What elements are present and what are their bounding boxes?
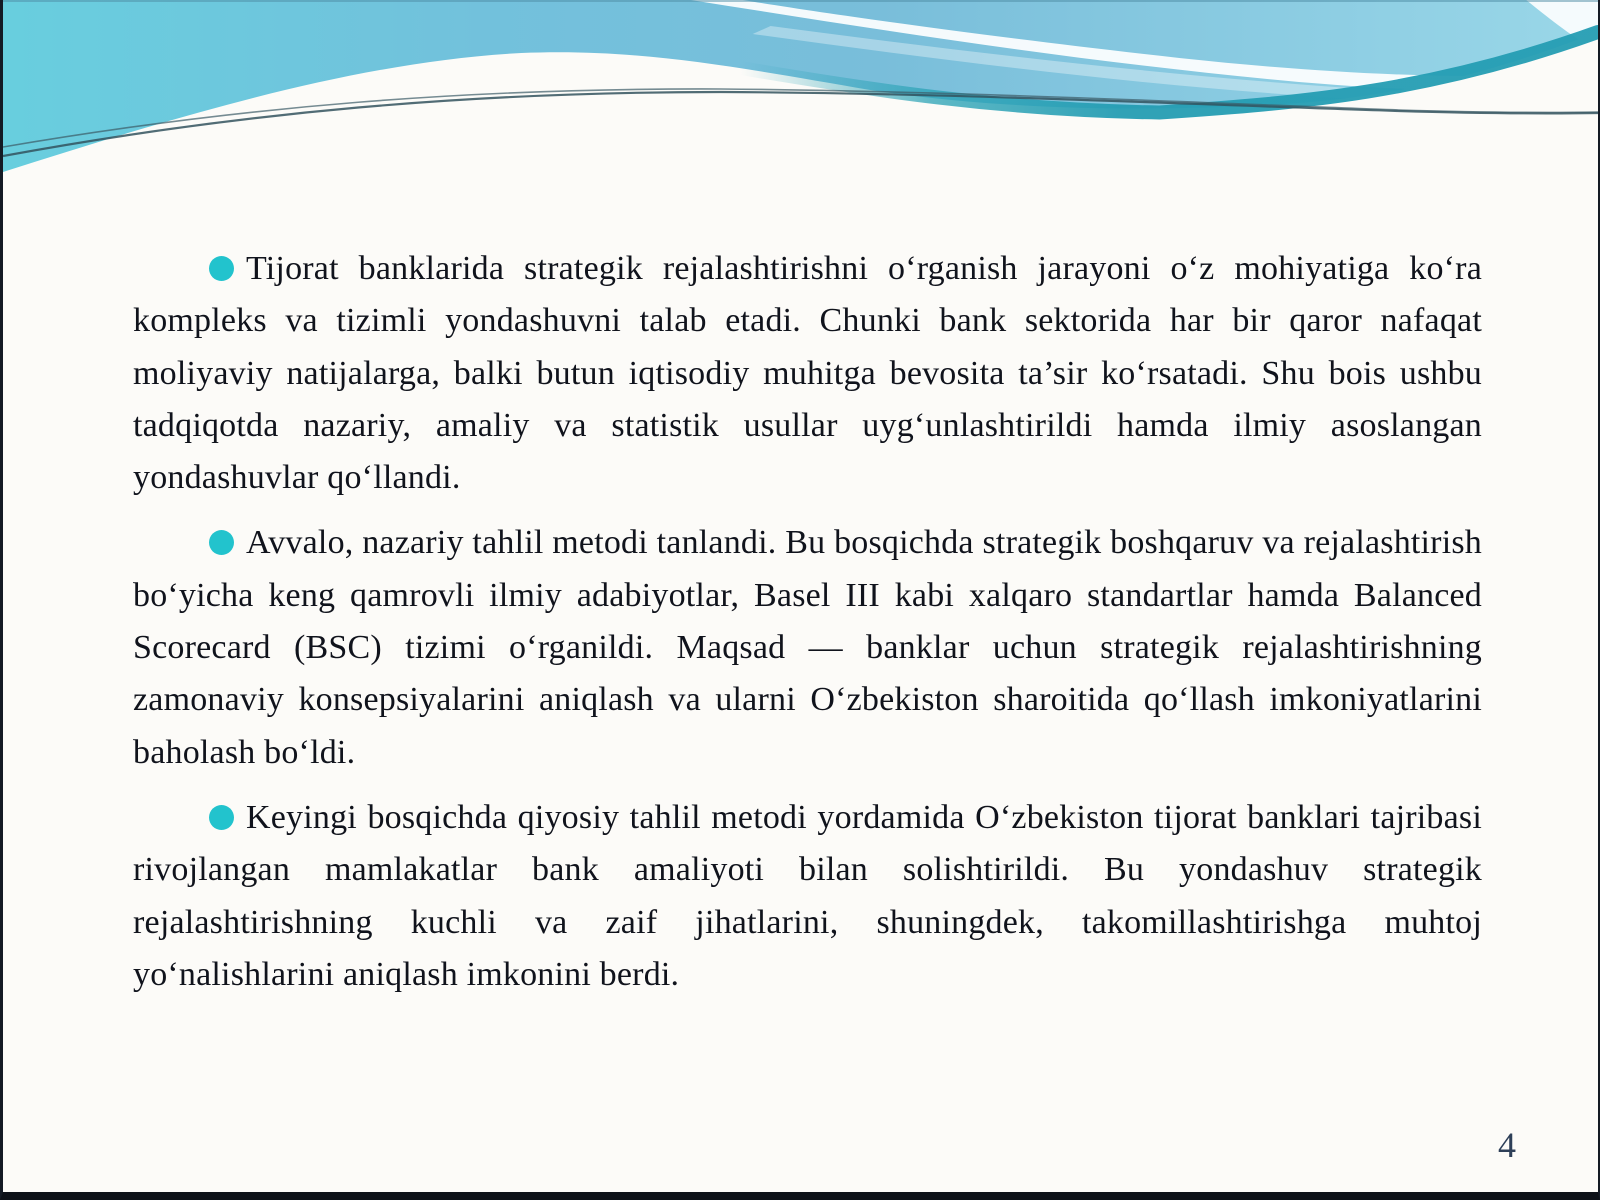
wave-top-edge-line [3, 0, 1598, 2]
page-number: 4 [1498, 1125, 1516, 1165]
body-paragraph [133, 792, 1482, 1001]
paragraph-text: Avvalo, nazariy tahlil metodi tanlandi. Bu bosqichda strategik boshqaruv va rejalashtirish bo‘yicha keng qamrovli ilmiy adabiyotlar, Basel III kabi xalqaro standartlar hamda Balanced Scorecard (BSC) tizimi o‘rganildi. Maqsad — banklar uchun strategik rejalashtirishning zamonaviy konsepsiyalarini aniqlash va ularni O‘zbekiston sharoitida qo‘llash imkoniyatlarini baholash bo‘ldi. [133, 524, 1482, 771]
slide-body [133, 243, 1482, 1014]
body-paragraph [133, 517, 1482, 778]
header-wave-graphic [3, 0, 1598, 260]
bullet-icon [209, 530, 234, 555]
body-paragraph [133, 243, 1482, 504]
bullet-icon [209, 256, 234, 281]
bullet-icon [209, 805, 234, 830]
paragraph-text: Tijorat banklarida strategik rejalashtirishni o‘rganish jarayoni o‘z mohiyatiga ko‘ra kompleks va tizimli yondashuvni talab etadi. Chunki bank sektorida har bir qaror nafaqat moliyaviy natijalarga, balki butun iqtisodiy muhitga bevosita ta’sir ko‘rsatadi. Shu bois ushbu tadqiqotda nazariy, amaliy va statistik usullar uyg‘unlashtirildi hamda ilmiy asoslangan yondashuvlar qo‘llandi. [133, 250, 1482, 497]
paragraph-text: Keyingi bosqichda qiyosiy tahlil metodi yordamida O‘zbekiston tijorat banklari tajribasi rivojlangan mamlakatlar bank amaliyoti bilan solishtirildi. Bu yondashuv strategik rejalashtirishning kuchli va zaif jihatlarini, shuningdek, takomillashtirishga muhtoj yo‘nalishlarini aniqlash imkonini berdi. [133, 798, 1482, 993]
